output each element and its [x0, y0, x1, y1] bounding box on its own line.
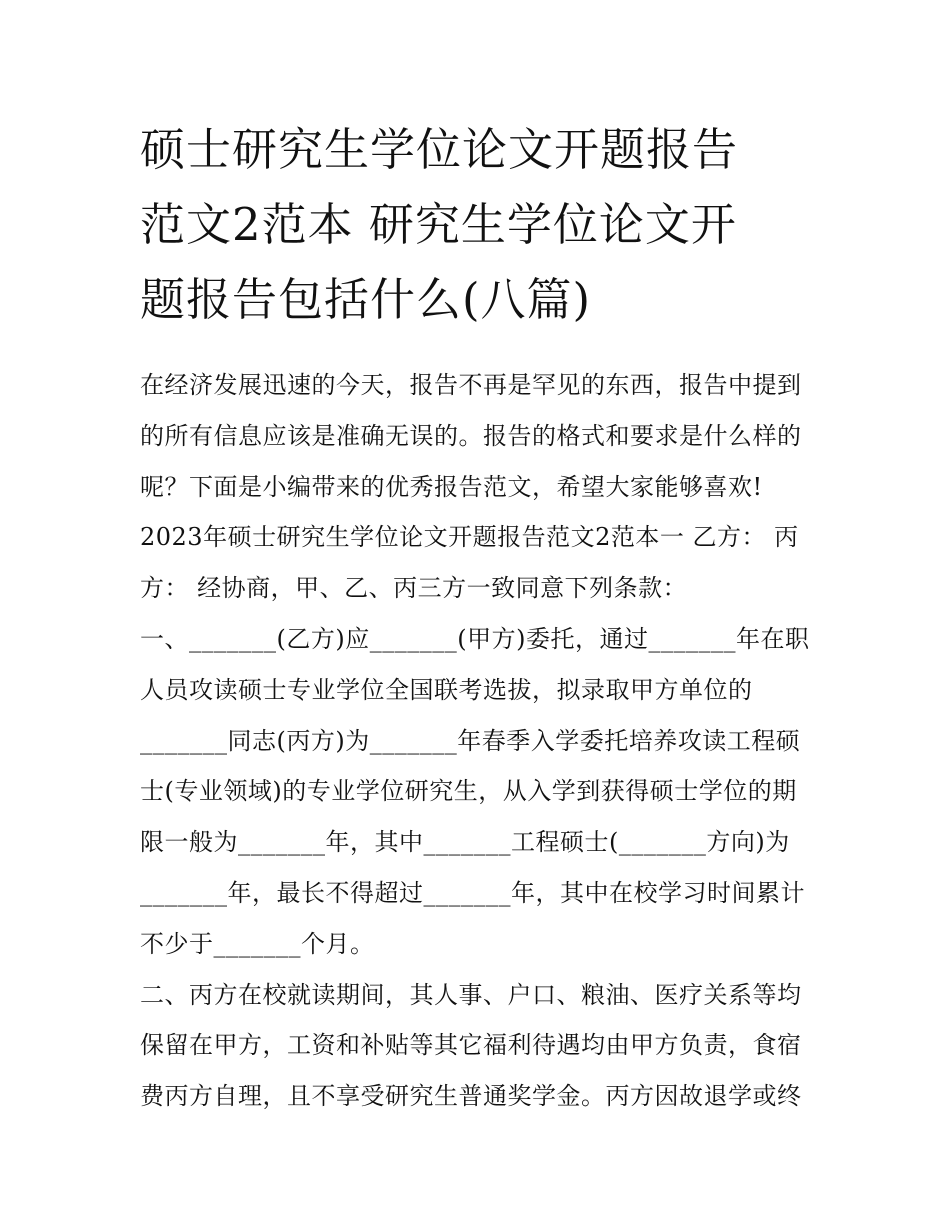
body-line: 二、丙方在校就读期间，其人事、户口、粮油、医疗关系等均 — [140, 980, 802, 1009]
body-line: 费丙方自理，且不享受研究生普通奖学金。丙方因故退学或终 — [140, 1082, 802, 1111]
body-line: 呢？下面是小编带来的优秀报告范文，希望大家能够喜欢! — [140, 472, 763, 501]
body-line: 的所有信息应该是准确无误的。报告的格式和要求是什么样的 — [140, 421, 802, 450]
document-title — [140, 112, 840, 337]
document-body — [140, 360, 830, 1122]
body-line: 保留在甲方，工资和补贴等其它福利待遇均由甲方负责，食宿 — [140, 1031, 802, 1060]
title-line: 范文2范本 研究生学位论文开 — [140, 198, 737, 251]
body-line: 在经济发展迅速的今天，报告不再是罕见的东西，报告中提到 — [140, 371, 802, 399]
body-line: _______同志(丙方)为_______年春季入学委托培养攻读工程硕 — [140, 726, 801, 755]
body-line: 2023年硕士研究生学位论文开题报告范文2范本一 乙方： 丙 — [140, 523, 799, 552]
body-line: 人员攻读硕士专业学位全国联考选拔，拟录取甲方单位的 — [140, 675, 753, 704]
body-line: 方： 经协商，甲、乙、丙三方一致同意下列条款： — [140, 574, 688, 603]
title-line: 题报告包括什么(八篇) — [140, 273, 592, 326]
body-line: 士(专业领域)的专业学位研究生，从入学到获得硕士学位的期 — [140, 777, 797, 806]
body-line: 一、_______(乙方)应_______(甲方)委托，通过_______年在职 — [140, 624, 810, 653]
body-line: _______年，最长不得超过_______年，其中在校学习时间累计 — [140, 878, 805, 907]
body-line: 限一般为_______年，其中_______工程硕士(_______方向)为 — [140, 828, 790, 857]
title-line: 硕士研究生学位论文开题报告 — [140, 123, 739, 176]
body-line: 不少于_______个月。 — [140, 929, 375, 958]
